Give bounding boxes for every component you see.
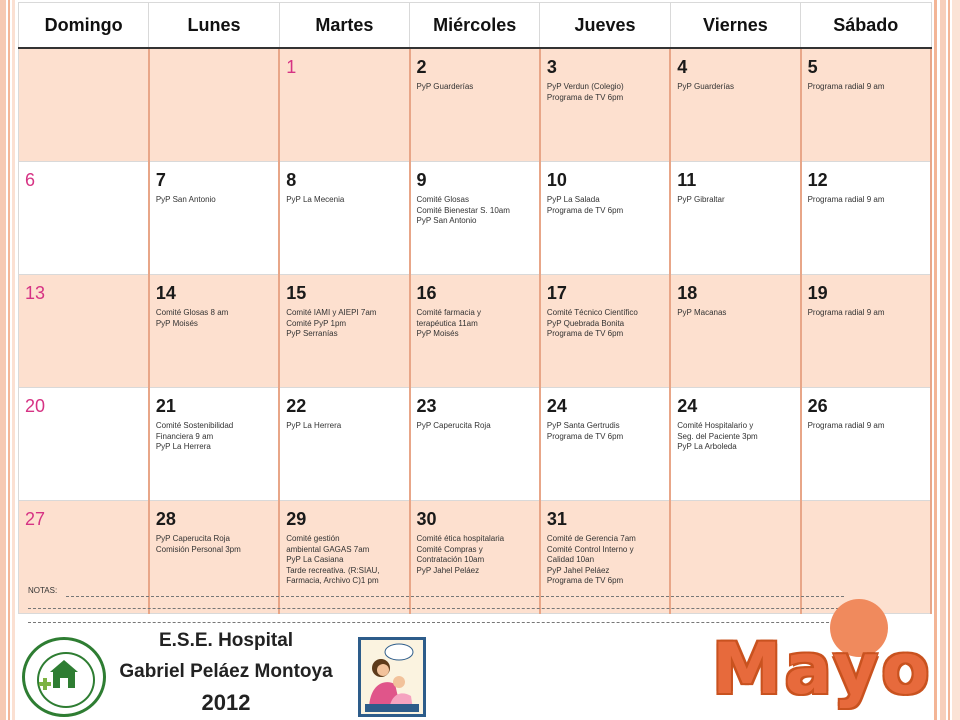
right-stripe-decoration — [952, 0, 960, 720]
notes-line — [66, 596, 844, 597]
calendar-day-cell — [670, 162, 800, 275]
day-events: PyP Guarderías — [416, 82, 474, 91]
calendar-day-cell — [279, 48, 409, 162]
day-number: 31 — [546, 509, 567, 529]
calendar-day-cell — [149, 48, 279, 162]
calendar-day-cell — [540, 162, 670, 275]
day-events: PyP Macanas — [677, 308, 727, 317]
day-events: PyP Verdun (Colegio) Programa de TV 6pm — [546, 82, 624, 102]
day-number: 24 — [677, 396, 698, 416]
right-stripe-decoration — [934, 0, 937, 720]
left-stripe-decoration — [0, 0, 6, 720]
notes-line — [28, 622, 844, 623]
seal-emblem-icon — [25, 640, 103, 714]
day-number: 7 — [155, 170, 166, 190]
calendar-day-cell — [670, 275, 800, 388]
mother-child-program-logo — [358, 637, 426, 717]
day-events: PyP La Salada Programa de TV 6pm — [546, 195, 624, 215]
calendar-year: 2012 — [201, 690, 251, 715]
calendar-week-row — [19, 275, 932, 388]
calendar-day-cell — [19, 275, 149, 388]
day-number: 8 — [286, 170, 297, 190]
day-events: Programa radial 9 am — [807, 308, 885, 317]
weekday-header: Miércoles — [410, 3, 540, 49]
calendar-day-cell — [19, 388, 149, 501]
calendar-day-cell — [19, 48, 149, 162]
day-events: PyP Caperucita Roja — [416, 421, 491, 430]
calendar-day-cell — [540, 275, 670, 388]
day-events: PyP San Antonio — [155, 195, 216, 204]
weekday-header: Domingo — [19, 3, 149, 49]
calendar-day-cell — [801, 48, 931, 162]
calendar-day-cell — [410, 275, 540, 388]
hospital-name-line1: E.S.E. Hospital — [158, 630, 294, 651]
weekday-header-row — [19, 3, 932, 49]
day-events: Comité Sostenibilidad Financiera 9 am PyP La Herrera — [155, 421, 234, 451]
day-number: 20 — [25, 396, 46, 416]
hospital-seal-logo — [22, 637, 106, 717]
day-number: 4 — [677, 57, 688, 77]
weekday-header: Martes — [279, 3, 409, 49]
day-number: 19 — [807, 283, 828, 303]
day-number: 13 — [25, 283, 46, 303]
calendar-day-cell — [279, 275, 409, 388]
left-stripe-decoration — [12, 0, 15, 720]
day-number: 29 — [286, 509, 307, 529]
calendar-day-cell — [410, 388, 540, 501]
day-number: 10 — [546, 170, 567, 190]
day-number: 27 — [25, 509, 46, 529]
calendar-grid — [18, 2, 932, 614]
notes-line — [28, 608, 844, 609]
day-number: 9 — [416, 170, 427, 190]
day-events: PyP Gibraltar — [677, 195, 725, 204]
calendar-day-cell — [279, 388, 409, 501]
day-events: PyP Santa Gertrudis Programa de TV 6pm — [546, 421, 624, 441]
day-events: Comité gestión ambiental GAGAS 7am PyP La Casiana Tarde recreativa. (R:SIAU, Farmacia, Archivo C)1 pm — [286, 534, 380, 585]
calendar-day-cell — [19, 162, 149, 275]
calendar-week-row — [19, 162, 932, 275]
day-events: Comité Técnico Científico PyP Quebrada Bonita Programa de TV 6pm — [546, 308, 638, 338]
right-stripe-decoration — [948, 0, 950, 720]
day-number: 6 — [25, 170, 36, 190]
day-events: Comité Glosas Comité Bienestar S. 10am PyP San Antonio — [416, 195, 510, 225]
day-events: Comité ética hospitalaria Comité Compras y Contratación 10am PyP Jahel Peláez — [416, 534, 505, 575]
day-number: 24 — [546, 396, 567, 416]
calendar-day-cell — [149, 275, 279, 388]
day-number: 3 — [546, 57, 557, 77]
day-number: 12 — [807, 170, 828, 190]
day-events: PyP Guarderías — [677, 82, 734, 91]
calendar-week-row — [19, 388, 932, 501]
day-number: 17 — [546, 283, 567, 303]
day-number: 15 — [286, 283, 307, 303]
day-number: 2 — [416, 57, 427, 77]
notes-label: NOTAS: — [28, 586, 58, 595]
day-number: 23 — [416, 396, 437, 416]
day-events: Comité Glosas 8 am PyP Moisés — [155, 308, 229, 328]
weekday-header: Sábado — [801, 3, 931, 49]
hospital-name-line2: Gabriel Peláez Montoya — [119, 661, 333, 682]
weekday-header: Jueves — [540, 3, 670, 49]
day-number: 14 — [155, 283, 176, 303]
day-number: 16 — [416, 283, 437, 303]
day-number: 28 — [155, 509, 176, 529]
calendar-day-cell — [670, 48, 800, 162]
right-stripe-decoration — [940, 0, 946, 720]
day-number: 1 — [286, 57, 297, 77]
calendar-week-row — [19, 48, 932, 162]
day-number: 21 — [155, 396, 176, 416]
day-events: Comité Hospitalario y Seg. del Paciente 3pm PyP La Arboleda — [677, 421, 758, 451]
day-events: Programa radial 9 am — [807, 195, 885, 204]
calendar-day-cell — [540, 48, 670, 162]
day-number: 5 — [807, 57, 818, 77]
calendar-day-cell — [801, 388, 931, 501]
calendar-day-cell — [670, 388, 800, 501]
calendar-day-cell — [410, 162, 540, 275]
calendar-day-cell — [801, 162, 931, 275]
calendar-day-cell — [410, 48, 540, 162]
day-number: 30 — [416, 509, 437, 529]
weekday-header: Viernes — [670, 3, 800, 49]
calendar-day-cell — [149, 162, 279, 275]
day-events: PyP Caperucita Roja Comisión Personal 3pm — [155, 534, 241, 554]
day-number: 11 — [677, 170, 697, 190]
day-events: PyP La Mecenia — [286, 195, 345, 204]
calendar-day-cell — [540, 388, 670, 501]
day-number: 18 — [677, 283, 698, 303]
mother-child-icon — [361, 640, 423, 714]
day-events: Programa radial 9 am — [807, 82, 885, 91]
day-events: Comité de Gerencia 7am Comité Control Interno y Calidad 10an PyP Jahel Peláez Programa de TV 6pm — [546, 534, 636, 585]
month-title: Mayo — [712, 628, 933, 710]
day-events: Programa radial 9 am — [807, 421, 885, 430]
day-events: PyP La Herrera — [286, 421, 342, 430]
day-events: Comité IAMI y AIEPI 7am Comité PyP 1pm PyP Serranías — [286, 308, 377, 338]
left-stripe-decoration — [8, 0, 10, 720]
calendar-day-cell — [149, 388, 279, 501]
calendar-day-cell — [279, 162, 409, 275]
day-number: 22 — [286, 396, 307, 416]
day-events: Comité farmacia y terapéutica 11am PyP Moisés — [416, 308, 481, 338]
calendar-day-cell — [801, 275, 931, 388]
day-number: 26 — [807, 396, 828, 416]
weekday-header: Lunes — [149, 3, 279, 49]
